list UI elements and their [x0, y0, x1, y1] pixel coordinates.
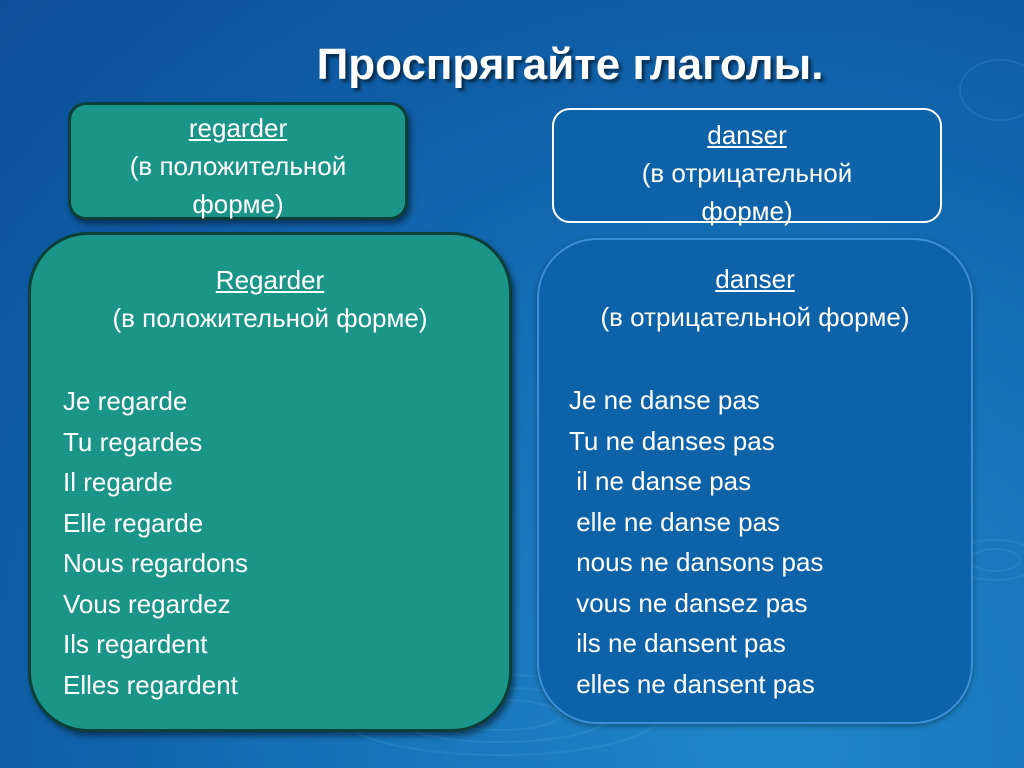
conjugation-line: ils ne dansent pas — [569, 628, 786, 658]
label-line: (в отрицательной — [641, 158, 853, 188]
panel-regarder — [28, 232, 512, 732]
conjugation-line: Tu ne danses pas — [569, 425, 775, 456]
conjugation-line: Nous regardons — [63, 548, 248, 578]
panel-danser — [537, 238, 973, 724]
label-line: форме) — [701, 196, 793, 226]
label-box-regarder — [68, 102, 408, 220]
label-box-danser — [552, 108, 942, 226]
conjugation-line: vous ne dansez pas — [569, 587, 808, 618]
conjugation-line: Il regarde — [63, 467, 173, 497]
panel-subtitle: (в положительной форме) — [112, 303, 428, 333]
panel-verb: danser — [715, 264, 795, 294]
label-verb: regarder — [188, 113, 288, 143]
label-line: форме) — [192, 189, 284, 219]
label-verb: danser — [707, 120, 787, 150]
conjugation-line: Tu regardes — [63, 426, 203, 457]
conjugation-line: Elles regardent — [63, 669, 238, 700]
conjugation-line: Elle regarde — [63, 507, 204, 538]
panel-subtitle: (в отрицательной форме) — [600, 302, 910, 332]
slide-title: Проспрягайте глаголы. — [316, 40, 824, 89]
conjugation-line: nous ne dansons pas — [569, 547, 824, 577]
conjugation-list — [31, 381, 509, 705]
conjugation-line: Ils regardent — [63, 629, 208, 659]
conjugation-line: Je regarde — [63, 386, 188, 416]
conjugation-line: Vous regardez — [63, 588, 231, 619]
conjugation-line: elle ne danse pas — [569, 506, 781, 537]
conjugation-line: il ne danse pas — [569, 466, 752, 496]
label-line: (в положительной — [129, 151, 347, 181]
conjugation-line: elles ne dansent pas — [569, 668, 815, 699]
conjugation-list — [539, 380, 971, 704]
panel-verb: Regarder — [215, 265, 325, 295]
conjugation-line: Je ne danse pas — [569, 385, 760, 415]
